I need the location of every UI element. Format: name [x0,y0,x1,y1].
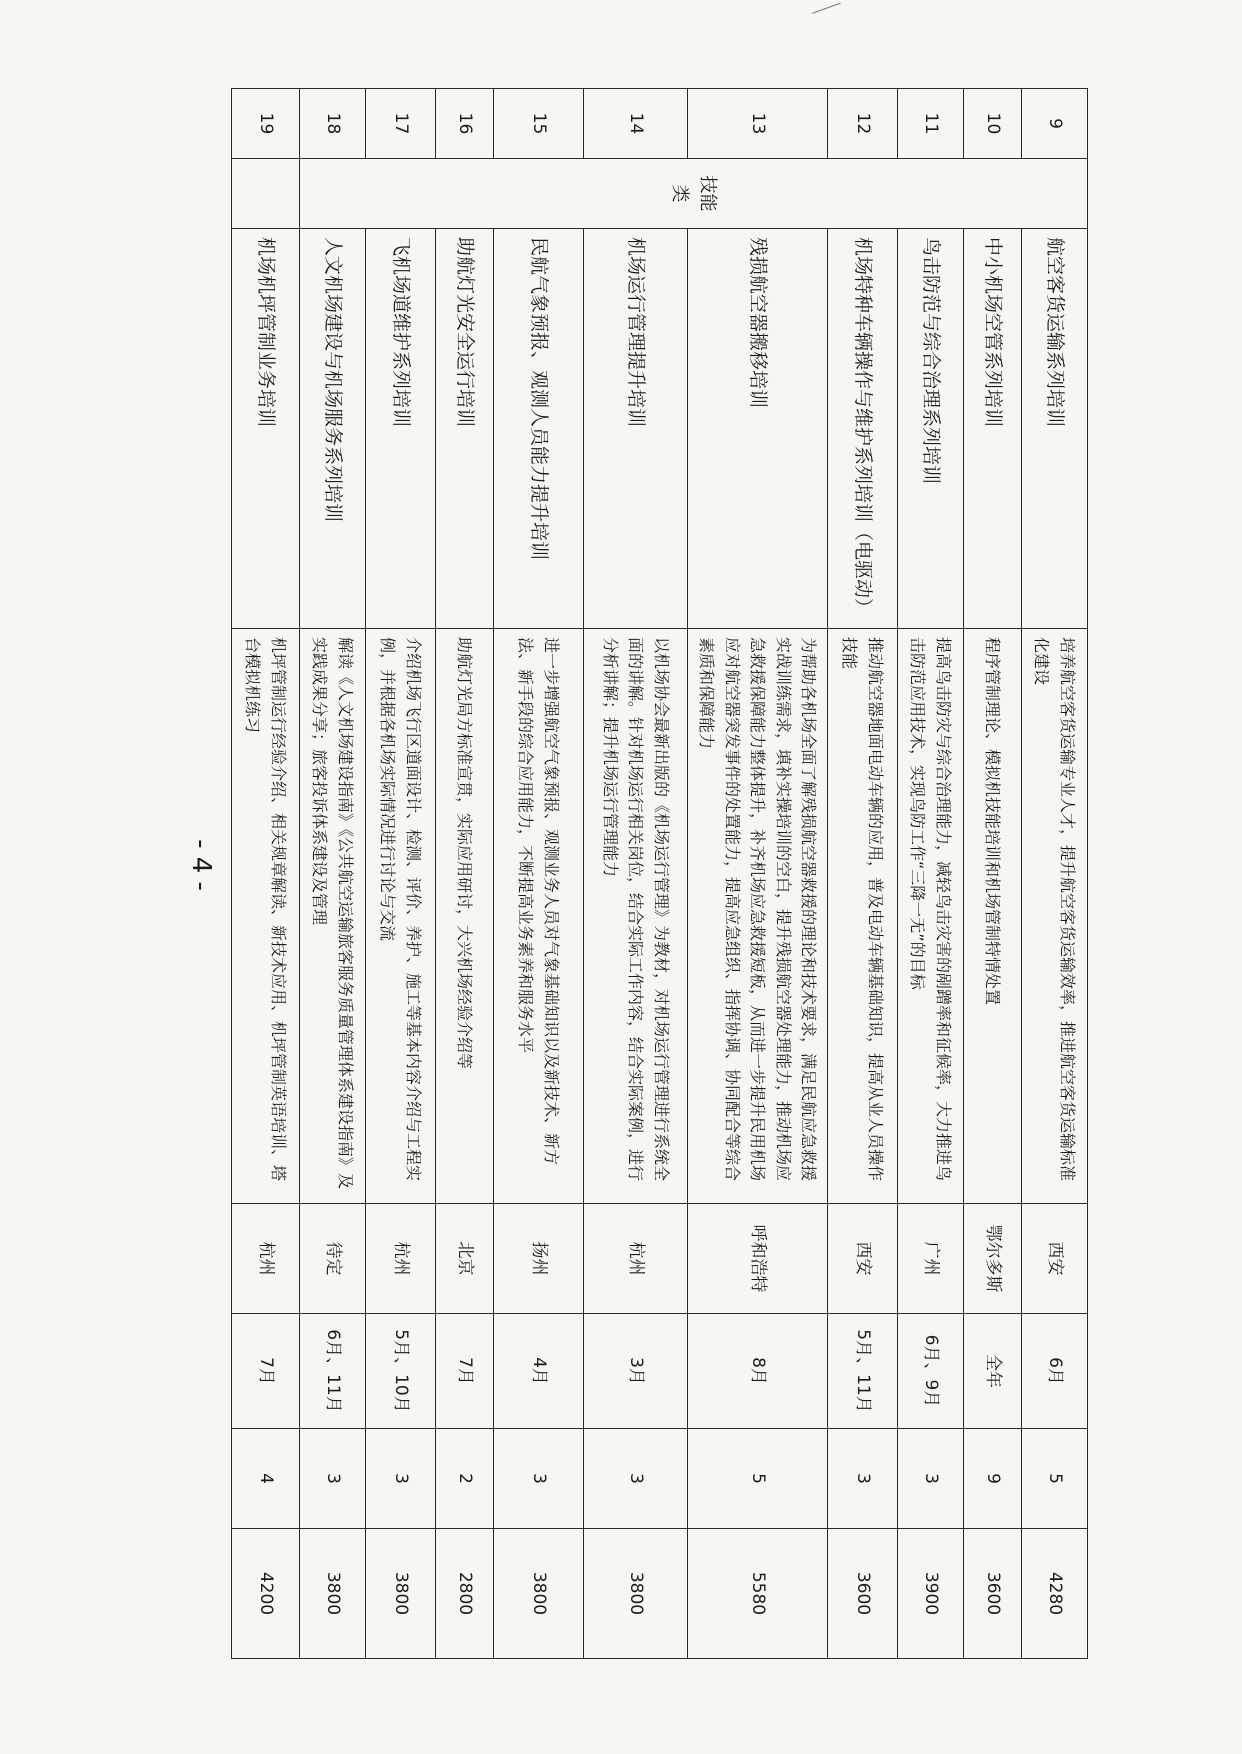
course-month: 8月 [688,1314,828,1429]
table-row [366,89,436,1659]
course-description: 以机场协会最新出版的《机场运行管理》为教材，对机场运行管理进行系统全面的讲解。针对机场运行相关岗位，结合实际工作内容，结合实际案例，进行分析讲解；提升机场运行管理能力 [584,629,688,1204]
course-description: 培养航空客货运输专业人才，提升航空客货运输效率，推进航空客货运输标准化建设 [1022,629,1088,1204]
row-number: 15 [494,89,584,159]
course-days: 3 [300,1429,366,1529]
course-month: 5月、11月 [828,1314,898,1429]
course-location: 北京 [436,1204,494,1314]
course-name: 中小机场空管系列培训 [964,229,1022,629]
course-description: 机坪管制运行经验介绍、相关规章解读、新技术应用、机坪管制英语培训、塔台模拟机练习 [232,629,300,1204]
course-name: 残损航空器搬移培训 [688,229,828,629]
category-cell-empty [232,159,300,229]
course-name: 民航气象预报、观测人员能力提升培训 [494,229,584,629]
course-fee: 4200 [232,1529,300,1659]
course-days: 9 [964,1429,1022,1529]
category-cell: 技能类 [300,159,1088,229]
course-name: 鸟击防范与综合治理系列培训 [898,229,964,629]
course-month: 7月 [232,1314,300,1429]
table-frame [232,88,1088,1658]
course-location: 杭州 [366,1204,436,1314]
course-name: 助航灯光安全运行培训 [436,229,494,629]
table-row [688,89,828,1659]
row-number: 10 [964,89,1022,159]
course-location: 杭州 [232,1204,300,1314]
row-number: 17 [366,89,436,159]
course-location: 西安 [828,1204,898,1314]
course-location: 杭州 [584,1204,688,1314]
page-number: - 4 - [186,839,216,891]
course-month: 6月、9月 [898,1314,964,1429]
course-days: 3 [898,1429,964,1529]
course-description: 程序管制理论、模拟机技能培训和机场管制特情处置 [964,629,1022,1204]
course-days: 4 [232,1429,300,1529]
course-fee: 3800 [584,1529,688,1659]
course-days: 3 [494,1429,584,1529]
course-fee: 3800 [300,1529,366,1659]
scan-mark [809,0,840,14]
course-month: 3月 [584,1314,688,1429]
course-location: 西安 [1022,1204,1088,1314]
table-row [494,89,584,1659]
table-row [584,89,688,1659]
course-month: 4月 [494,1314,584,1429]
course-name: 人文机场建设与机场服务系列培训 [300,229,366,629]
course-name: 航空客货运输系列培训 [1022,229,1088,629]
course-name: 机场运行管理提升培训 [584,229,688,629]
course-description: 为帮助各机场全面了解残损航空器救援的理论和技术要求，满足民航应急救援实战训练需求，填补实操培训的空白，提升残损航空器处理能力，推动机场应急救援保障能力整体提升，补齐机场应急救援短板，从而进一步提升民用机场应对航空器突发事件的处置能力，提高应急组织、指挥协调、协同配合等综合素质和保障能力 [688,629,828,1204]
course-days: 5 [1022,1429,1088,1529]
course-days: 5 [688,1429,828,1529]
row-number: 9 [1022,89,1088,159]
course-description: 推动航空器地面电动车辆的应用，普及电动车辆基础知识，提高从业人员操作技能 [828,629,898,1204]
table-row [964,89,1022,1659]
course-month: 6月、11月 [300,1314,366,1429]
row-number: 16 [436,89,494,159]
training-table [231,88,1088,1659]
rotated-page [232,88,1088,1658]
course-fee: 3800 [366,1529,436,1659]
row-number: 13 [688,89,828,159]
row-number: 18 [300,89,366,159]
table-row [898,89,964,1659]
course-fee: 5580 [688,1529,828,1659]
course-location: 广州 [898,1204,964,1314]
course-days: 3 [366,1429,436,1529]
row-number: 14 [584,89,688,159]
row-number: 19 [232,89,300,159]
course-description: 进一步增强航空气象预报、观测业务人员对气象基础知识以及新技术、新方法、新手段的综合应用能力，不断提高业务素养和服务水平 [494,629,584,1204]
course-fee: 3600 [828,1529,898,1659]
course-month: 6月 [1022,1314,1088,1429]
course-days: 2 [436,1429,494,1529]
course-month: 5月、10月 [366,1314,436,1429]
row-number: 12 [828,89,898,159]
table-row [436,89,494,1659]
course-location: 呼和浩特 [688,1204,828,1314]
course-fee: 2800 [436,1529,494,1659]
table-row [1022,89,1088,1659]
course-description: 介绍机场飞行区道面设计、检测、评价、养护、施工等基本内容介绍与工程实例，并根据各机场实际情况进行讨论与交流 [366,629,436,1204]
table-row [828,89,898,1659]
course-fee: 3800 [494,1529,584,1659]
course-fee: 3900 [898,1529,964,1659]
course-month: 全年 [964,1314,1022,1429]
course-location: 鄂尔多斯 [964,1204,1022,1314]
course-name: 机场特种车辆操作与维护系列培训（电驱动） [828,229,898,629]
course-month: 7月 [436,1314,494,1429]
row-number: 11 [898,89,964,159]
course-days: 3 [584,1429,688,1529]
course-location: 待定 [300,1204,366,1314]
course-fee: 3600 [964,1529,1022,1659]
course-description: 提高鸟击防灾与综合治理能力，减轻鸟击灾害的剐蹭率和征候率，大力推进鸟击防范应用技术，实现鸟防工作“三降一无”的目标 [898,629,964,1204]
course-description: 解读《人文机场建设指南》《公共航空运输旅客服务质量管理体系建设指南》及实践成果分享；旅客投诉体系建设及管理 [300,629,366,1204]
course-description: 助航灯光局方标准宣贯，实际应用研讨，大兴机场经验介绍等 [436,629,494,1204]
table-row [300,89,366,1659]
course-name: 飞机场道维护系列培训 [366,229,436,629]
course-fee: 4280 [1022,1529,1088,1659]
course-days: 3 [828,1429,898,1529]
course-location: 扬州 [494,1204,584,1314]
course-name: 机场机坪管制业务培训 [232,229,300,629]
